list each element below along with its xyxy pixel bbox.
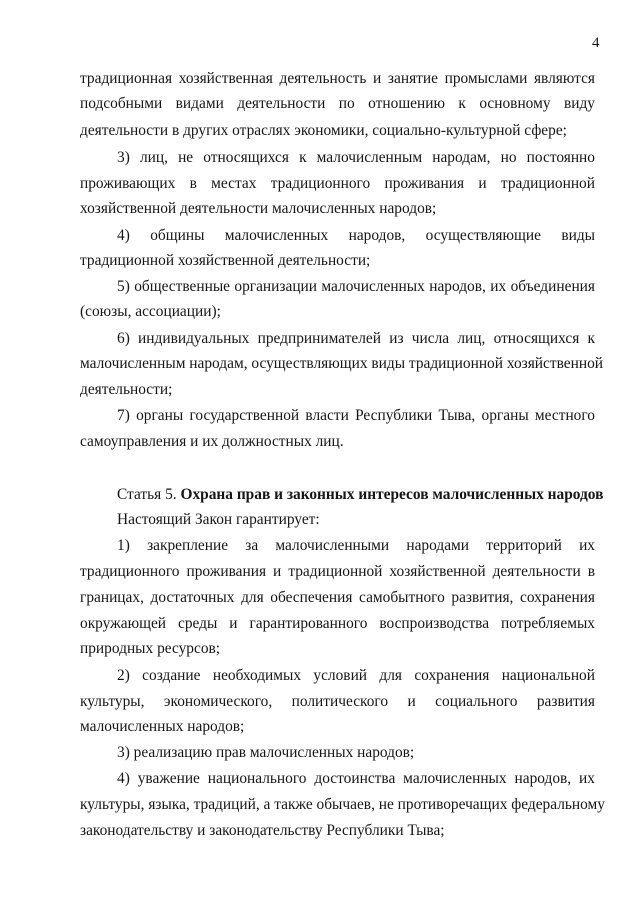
text-line: подсобными видами деятельности по отношению к основному виду: [80, 95, 595, 112]
list-item-3b: 3) реализацию прав малочисленных народов;: [117, 744, 415, 761]
list-item-4b: 4) уважение национального достоинства малочисленных народов, их: [117, 770, 595, 787]
list-item-4: 4) общины малочисленных народов, осуществляющие виды: [117, 227, 595, 244]
text-line: законодательству и законодательству Республики Тыва;: [80, 822, 445, 839]
list-item-2: 2) создание необходимых условий для сохранения национальной: [117, 667, 595, 684]
text-line: традиционной хозяйственной деятельности;: [80, 252, 371, 269]
text-line: малочисленных народов;: [80, 718, 245, 735]
text-line: деятельности;: [80, 381, 173, 398]
text-line: проживающих в местах традиционного проживания и традиционной: [80, 175, 595, 192]
text-line: природных ресурсов;: [80, 640, 221, 657]
text-line: малочисленным народам, осуществляющих виды традиционной хозяйственной: [80, 355, 604, 372]
text-line: Настоящий Закон гарантирует:: [117, 511, 320, 528]
text-line: окружающей среды и гарантированного воспроизводства потребляемых: [80, 615, 595, 632]
list-item-7: 7) органы государственной власти Республики Тыва, органы местного: [117, 407, 595, 424]
text-line: культуры, экономического, политического и социального развития: [80, 693, 595, 710]
text-line: традиционного проживания и традиционной хозяйственной деятельности в: [80, 563, 595, 580]
text-line: границах, достаточных для обеспечения самобытного развития, сохранения: [80, 589, 595, 606]
text-line: деятельности в других отраслях экономики, социально-культурной сфере;: [80, 122, 567, 139]
list-item-6: 6) индивидуальных предпринимателей из числа лиц, относящихся к: [117, 330, 595, 347]
list-item-1: 1) закрепление за малочисленными народами территорий их: [117, 537, 595, 554]
text-line: (союзы, ассоциации);: [80, 303, 221, 320]
text-line: хозяйственной деятельности малочисленных народов;: [80, 200, 437, 217]
text-line: самоуправления и их должностных лиц.: [80, 433, 344, 450]
text-line: традиционная хозяйственная деятельность и занятие промыслами являются: [80, 70, 595, 87]
article-heading: [117, 485, 604, 505]
article-title: Охрана прав и законных интересов малочисленных народов: [180, 486, 604, 503]
page-number: 4: [592, 35, 600, 51]
list-item-5: 5) общественные организации малочисленных народов, их объединения: [117, 278, 595, 295]
text-line: культуры, языка, традиций, а также обычаев, не противоречащих федеральному: [80, 796, 605, 813]
article-label: Статья 5.: [117, 486, 177, 503]
list-item-3: 3) лиц, не относящихся к малочисленным народам, но постоянно: [117, 149, 595, 166]
